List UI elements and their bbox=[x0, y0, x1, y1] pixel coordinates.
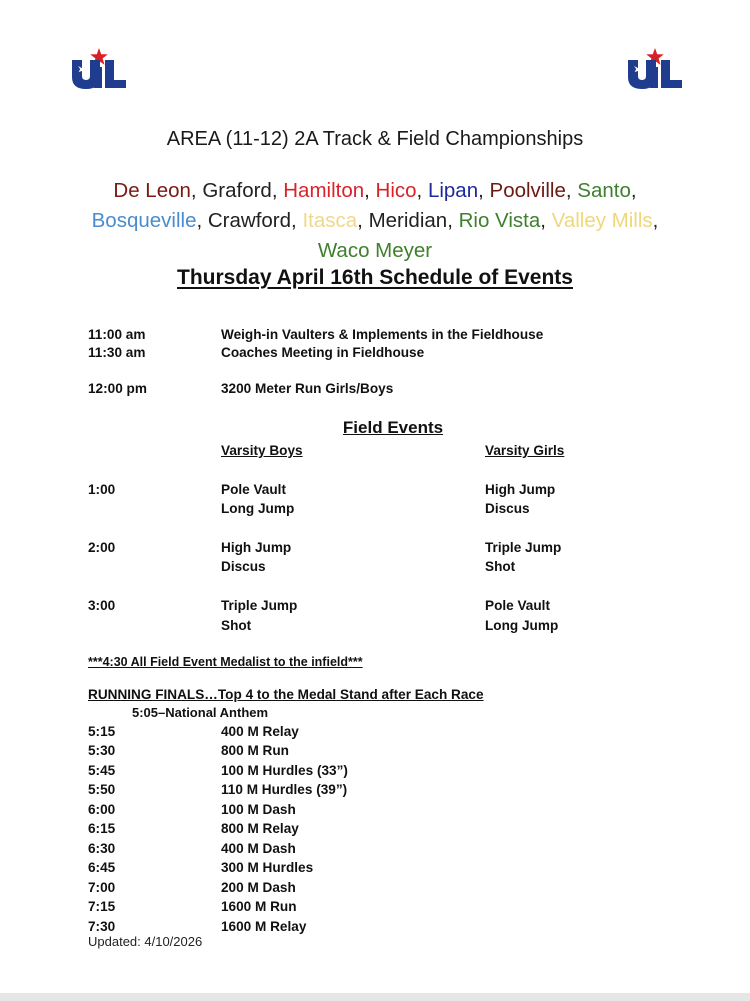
boys-event: Shot bbox=[221, 618, 252, 633]
race-event: 110 M Hurdles (39”) bbox=[221, 782, 348, 798]
boys-event: Pole Vault bbox=[221, 482, 286, 497]
race-time: 7:30 bbox=[88, 918, 116, 934]
event-cell: Coaches Meeting in Fieldhouse bbox=[221, 345, 425, 360]
race-time: 6:15 bbox=[88, 821, 116, 837]
school-name: Crawford bbox=[207, 209, 292, 232]
race-time: 6:00 bbox=[88, 801, 116, 817]
race-event: 100 M Hurdles (33”) bbox=[221, 762, 348, 778]
school-name: Bosqueville bbox=[91, 209, 197, 232]
race-time: 5:30 bbox=[88, 743, 116, 759]
girls-event: Discus bbox=[485, 501, 530, 516]
school-name: Meridian bbox=[368, 209, 448, 232]
school-name: Waco Meyer bbox=[317, 239, 433, 262]
boys-event: Long Jump bbox=[221, 501, 295, 516]
boys-event: Discus bbox=[221, 559, 266, 574]
time-cell: 1:00 bbox=[88, 482, 116, 497]
race-time: 6:45 bbox=[88, 860, 116, 876]
race-event: 100 M Dash bbox=[221, 801, 296, 817]
medalist-note: ***4:30 All Field Event Medalist to the infield*** bbox=[88, 655, 363, 669]
separator: , bbox=[416, 179, 428, 202]
time-cell: 12:00 pm bbox=[88, 381, 147, 396]
school-name: Santo bbox=[577, 179, 631, 202]
race-event: 300 M Hurdles bbox=[221, 860, 314, 876]
varsity-girls-header: Varsity Girls bbox=[485, 443, 565, 458]
race-time: 6:30 bbox=[88, 840, 116, 856]
race-event: 1600 M Run bbox=[221, 899, 297, 915]
race-time: 7:00 bbox=[88, 879, 116, 895]
school-name: Hamilton bbox=[283, 179, 365, 202]
race-event: 800 M Relay bbox=[221, 821, 299, 837]
school-name: Valley Mills bbox=[551, 209, 653, 232]
field-events-title: Field Events bbox=[342, 418, 444, 437]
updated-date: Updated: 4/10/2026 bbox=[88, 934, 203, 949]
bottom-bar bbox=[0, 993, 750, 1001]
varsity-boys-header: Varsity Boys bbox=[221, 443, 303, 458]
boys-event: High Jump bbox=[221, 540, 292, 555]
separator: , bbox=[565, 179, 578, 202]
school-name: Itasca bbox=[302, 209, 358, 232]
separator: , bbox=[190, 179, 203, 202]
schedule-title: Thursday April 16th Schedule of Events bbox=[177, 266, 573, 289]
uil-logo bbox=[626, 46, 684, 90]
girls-event: Pole Vault bbox=[485, 598, 550, 613]
time-cell: 11:30 am bbox=[88, 345, 146, 360]
race-time: 5:45 bbox=[88, 762, 116, 778]
schools-list bbox=[40, 176, 710, 266]
national-anthem: 5:05–National Anthem bbox=[132, 705, 269, 720]
race-time: 5:15 bbox=[88, 724, 116, 739]
race-event: 400 M Dash bbox=[221, 840, 296, 856]
race-time: 5:50 bbox=[88, 782, 116, 798]
time-cell: 3:00 bbox=[88, 598, 116, 613]
page-title: AREA (11-12) 2A Track & Field Championships bbox=[166, 128, 584, 150]
running-finals-header: RUNNING FINALS…Top 4 to the Medal Stand after Each Race bbox=[88, 687, 484, 702]
separator: , bbox=[478, 179, 490, 202]
separator: , bbox=[447, 209, 459, 232]
race-event: 800 M Run bbox=[221, 743, 289, 759]
separator: , bbox=[364, 179, 376, 202]
separator: , bbox=[271, 179, 284, 202]
uil-logo bbox=[70, 46, 128, 90]
boys-event: Triple Jump bbox=[221, 598, 298, 613]
school-name: Lipan bbox=[427, 179, 479, 202]
girls-event: Triple Jump bbox=[485, 540, 562, 555]
time-cell: 2:00 bbox=[88, 540, 116, 555]
event-cell: 3200 Meter Run Girls/Boys bbox=[221, 381, 394, 396]
race-event: 400 M Relay bbox=[221, 724, 299, 739]
time-cell: 11:00 am bbox=[88, 327, 146, 342]
separator: , bbox=[196, 209, 208, 232]
girls-event: Shot bbox=[485, 559, 516, 574]
event-cell: Weigh-in Vaulters & Implements in the Fieldhouse bbox=[221, 327, 544, 342]
race-event: 1600 M Relay bbox=[221, 918, 307, 934]
separator: , bbox=[652, 209, 659, 232]
separator: , bbox=[630, 179, 637, 202]
school-name: Graford bbox=[202, 179, 272, 202]
separator: , bbox=[357, 209, 369, 232]
separator: , bbox=[540, 209, 552, 232]
girls-event: Long Jump bbox=[485, 618, 559, 633]
school-name: De Leon bbox=[113, 179, 191, 202]
race-event: 200 M Dash bbox=[221, 879, 296, 895]
girls-event: High Jump bbox=[485, 482, 556, 497]
race-time: 7:15 bbox=[88, 899, 116, 915]
separator: , bbox=[291, 209, 303, 232]
school-name: Rio Vista bbox=[458, 209, 541, 232]
school-name: Poolville bbox=[489, 179, 566, 202]
school-name: Hico bbox=[375, 179, 417, 202]
